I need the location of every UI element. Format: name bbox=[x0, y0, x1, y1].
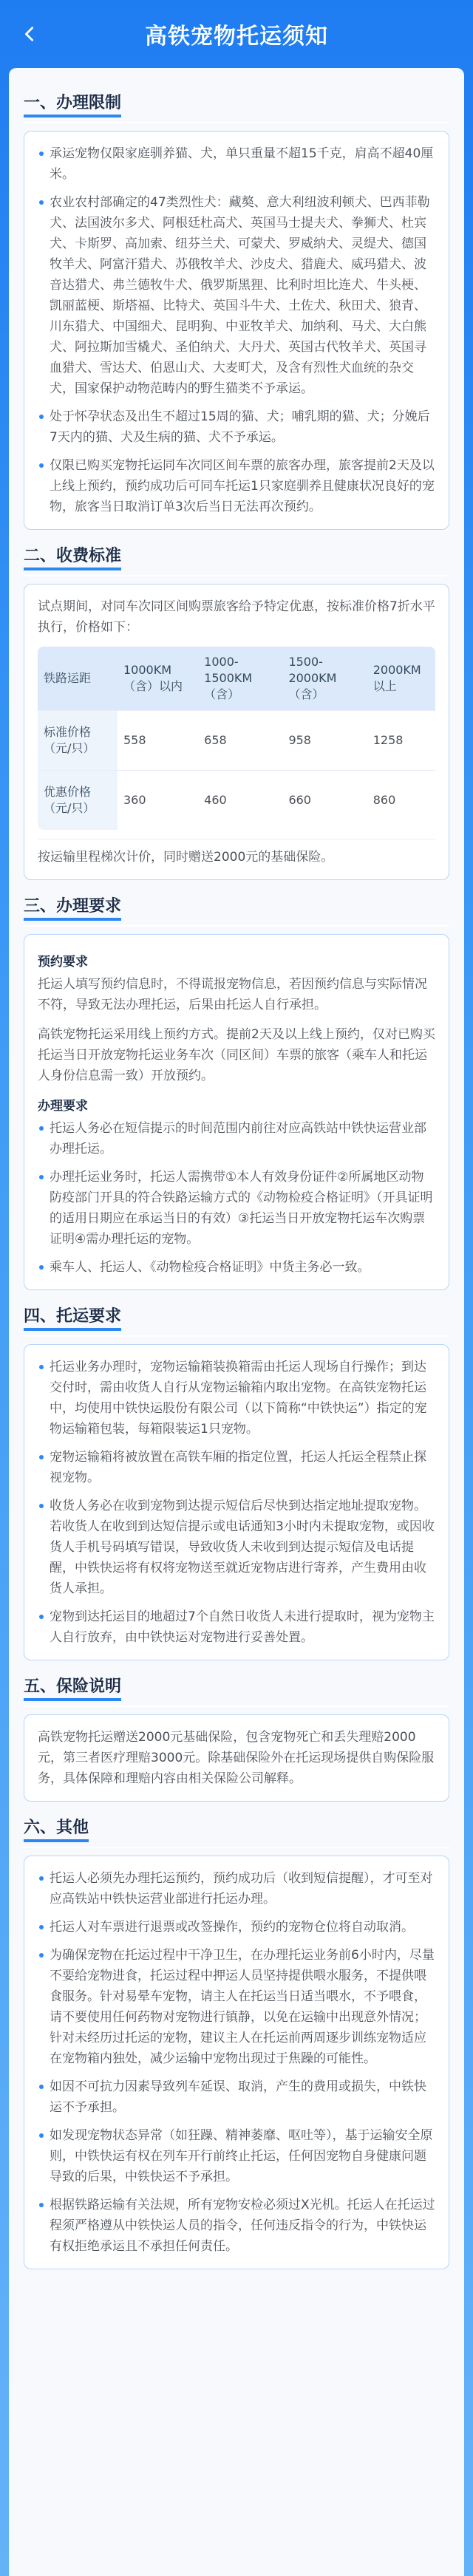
table-header: 铁路运距 bbox=[38, 647, 118, 710]
content bbox=[9, 68, 464, 2576]
section-title-fees bbox=[24, 543, 449, 576]
price-table bbox=[38, 647, 435, 830]
table-cell: 660 bbox=[282, 770, 367, 830]
list-item: 如因不可抗力因素导致列车延误、取消，产生的费用或损失，中铁快运不予承担。 bbox=[38, 2076, 435, 2118]
section-title-text: 二、收费标准 bbox=[24, 543, 121, 570]
table-cell: 360 bbox=[118, 770, 198, 830]
list-item: 乘车人、托运人、《动物检疫合格证明》中货主务必一致。 bbox=[38, 1257, 435, 1278]
table-cell: 1258 bbox=[367, 710, 435, 770]
table-header: 1000KM（含）以内 bbox=[118, 647, 198, 710]
table-cell: 860 bbox=[367, 770, 435, 830]
section-title-limits bbox=[24, 90, 449, 123]
navbar bbox=[0, 0, 473, 68]
chevron-left-icon bbox=[21, 26, 38, 42]
subheading-handling: 办理要求 bbox=[38, 1099, 88, 1114]
table-row bbox=[38, 770, 435, 830]
row-label: 标准价格（元/只） bbox=[38, 710, 118, 770]
list-item: 宠物运输箱将被放置在高铁车厢的指定位置，托运人托运全程禁止探视宠物。 bbox=[38, 1447, 435, 1488]
list-item: 托运业务办理时，宠物运输箱装换箱需由托运人现场自行操作；到达交付时，需由收货人自行从宠物运输箱内取出宠物。在高铁宠物托运中，均使用中铁快运股份有限公司（以下简称“中铁快运”）指定的宠物运输箱包装，每箱限装运1只宠物。 bbox=[38, 1357, 435, 1439]
list-item: 如发现宠物状态异常（如狂躁、精神萎靡、呕吐等），基于运输安全原则，中铁快运有权在列车开行前终止托运，任何因宠物自身健康问题导致的后果，中铁快运不予承担。 bbox=[38, 2125, 435, 2187]
table-cell: 558 bbox=[118, 710, 198, 770]
row-label: 优惠价格（元/只） bbox=[38, 770, 118, 830]
table-cell: 958 bbox=[282, 710, 367, 770]
section-title-text: 一、办理限制 bbox=[24, 90, 121, 117]
list-item: 收货人务必在收到宠物到达提示短信后尽快到达指定地址提取宠物。若收货人在收到到达短信提示或电话通知3小时内未提取宠物，或因收货人手机号码填写错误，导致收货人未收到到达提示短信及电话提醒，中铁快运将有权将宠物送至就近宠物店进行寄养，产生费用由收货人承担。 bbox=[38, 1496, 435, 1599]
table-header: 2000KM以上 bbox=[367, 647, 435, 710]
insurance-card bbox=[24, 1714, 449, 1802]
list-item: 农业农村部确定的47类烈性犬：藏獒、意大利纽波利顿犬、巴西菲勒犬、法国波尔多犬、阿根廷杜高犬、英国马士提夫犬、拳狮犬、杜宾犬、卡斯罗、高加索、纽芬兰犬、可蒙犬、罗威纳犬、灵缇犬、德国牧羊犬、阿富汗猎犬、苏俄牧羊犬、沙皮犬、猎鹿犬、威玛猎犬、波音达猎犬、弗兰德牧牛犬、俄罗斯黑狸、比利时坦比连犬、牛头梗、凯丽蓝梗、斯塔福、比特犬、英国斗牛犬、土佐犬、秋田犬、狼青、川东猎犬、中国细犬、昆明狗、中亚牧羊犬、加纳利、马犬、大白熊犬、阿拉斯加雪橇犬、圣伯纳犬、大丹犬、英国古代牧羊犬、英国寻血猎犬、雪达犬、伯恩山犬、大麦町犬，及含有烈性犬血统的杂交犬，国家保护动物范畴内的野生猫类不予承运。 bbox=[38, 192, 435, 399]
list-item: 办理托运业务时，托运人需携带①本人有效身份证件②所属地区动物防疫部门开具的符合铁路运输方式的《动物检疫合格证明》（开具证明的适用日期应在承运当日的有效）③托运当日开放宠物托运车次购票证明④需办理托运的宠物。 bbox=[38, 1167, 435, 1250]
section-title-requirements bbox=[24, 893, 449, 927]
shipping-card bbox=[24, 1344, 449, 1660]
limits-card bbox=[24, 131, 449, 530]
list-item: 宠物到达托运目的地超过7个自然日收货人未进行提取时，视为宠物主人自行放弃，由中铁快运对宠物进行妥善处置。 bbox=[38, 1606, 435, 1648]
section-title-shipping bbox=[24, 1304, 449, 1337]
table-row bbox=[38, 710, 435, 770]
list-item: 为确保宠物在托运过程中干净卫生，在办理托运业务前6小时内，尽量不要给宠物进食，托运过程中押运人员坚持提供喂水服务，不提供喂食服务。针对易晕车宠物，请主人在托运当日适当喂水，不予喂食，请不要使用任何药物对宠物进行镇静，以免在运输中出现意外情况；针对未经历过托运的宠物，建议主人在托运前两周逐步训练宠物适应在宠物箱内独处，减少运输中宠物出现过于焦躁的可能性。 bbox=[38, 1945, 435, 2069]
table-header: 1500-2000KM（含） bbox=[282, 647, 367, 710]
requirements-card bbox=[24, 934, 449, 1290]
section-title-other bbox=[24, 1815, 449, 1848]
section-title-text: 四、托运要求 bbox=[24, 1304, 121, 1331]
section-title-text: 五、保险说明 bbox=[24, 1674, 121, 1701]
page-title: 高铁宠物托运须知 bbox=[145, 24, 328, 50]
back-button[interactable] bbox=[18, 22, 41, 46]
table-cell: 658 bbox=[198, 710, 282, 770]
section-title-text: 六、其他 bbox=[24, 1815, 89, 1842]
paragraph: 高铁宠物托运赠送2000元基础保险，包含宠物死亡和丢失理赔2000元，第三者医疗理赔3000元。除基础保险外在托运现场提供自购保险服务，具体保障和理赔内容由相关保险公司解释。 bbox=[38, 1730, 435, 1786]
list-item: 处于怀孕状态及出生不超过15周的猫、犬；哺乳期的猫、犬；分娩后7天内的猫、犬及生病的猫、犬不予承运。 bbox=[38, 406, 435, 448]
subheading-booking: 预约要求 bbox=[38, 955, 88, 970]
fees-note: 按运输里程梯次计价，同时赠送2000元的基础保险。 bbox=[38, 839, 435, 868]
paragraph: 托运人填写预约信息时，不得谎报宠物信息，若因预约信息与实际情况不符，导致无法办理托运，后果由托运人自行承担。 bbox=[38, 977, 427, 1012]
section-title-insurance bbox=[24, 1674, 449, 1707]
list-item: 承运宠物仅限家庭驯养猫、犬，单只重量不超15千克，肩高不超40厘米。 bbox=[38, 143, 435, 185]
list-item: 托运人务必在短信提示的时间范围内前往对应高铁站中铁快运营业部办理托运。 bbox=[38, 1118, 435, 1159]
section-title-text: 三、办理要求 bbox=[24, 893, 121, 921]
table-header-row bbox=[38, 647, 435, 710]
list-item: 仅限已购买宠物托运同车次同区间车票的旅客办理，旅客提前2天及以上线上预约，预约成功后可同车托运1只家庭驯养且健康状况良好的宠物，旅客当日取消订单3次后当日无法再次预约。 bbox=[38, 455, 435, 517]
list-item: 根据铁路运输有关法规，所有宠物安检必须过X光机。托运人在托运过程须严格遵从中铁快运人员的指令，任何违反指令的行为，中铁快运有权拒绝承运且不承担任何责任。 bbox=[38, 2195, 435, 2257]
list-item: 托运人对车票进行退票或改签操作，预约的宠物仓位将自动取消。 bbox=[38, 1917, 435, 1938]
table-header: 1000-1500KM（含） bbox=[198, 647, 282, 710]
fees-intro: 试点期间，对同车次同区间购票旅客给予特定优惠，按标准价格7折水平执行，价格如下： bbox=[38, 599, 435, 635]
other-card bbox=[24, 1856, 449, 2269]
fees-card bbox=[24, 584, 449, 880]
paragraph: 高铁宠物托运采用线上预约方式。提前2天及以上线上预约，仅对已购买托运当日开放宠物托运业务车次（同区间）车票的旅客（乘车人和托运人身份信息需一致）开放预约。 bbox=[38, 1027, 435, 1083]
list-item: 托运人必须先办理托运预约，预约成功后（收到短信提醒），才可至对应高铁站中铁快运营业部进行托运办理。 bbox=[38, 1868, 435, 1909]
table-cell: 460 bbox=[198, 770, 282, 830]
